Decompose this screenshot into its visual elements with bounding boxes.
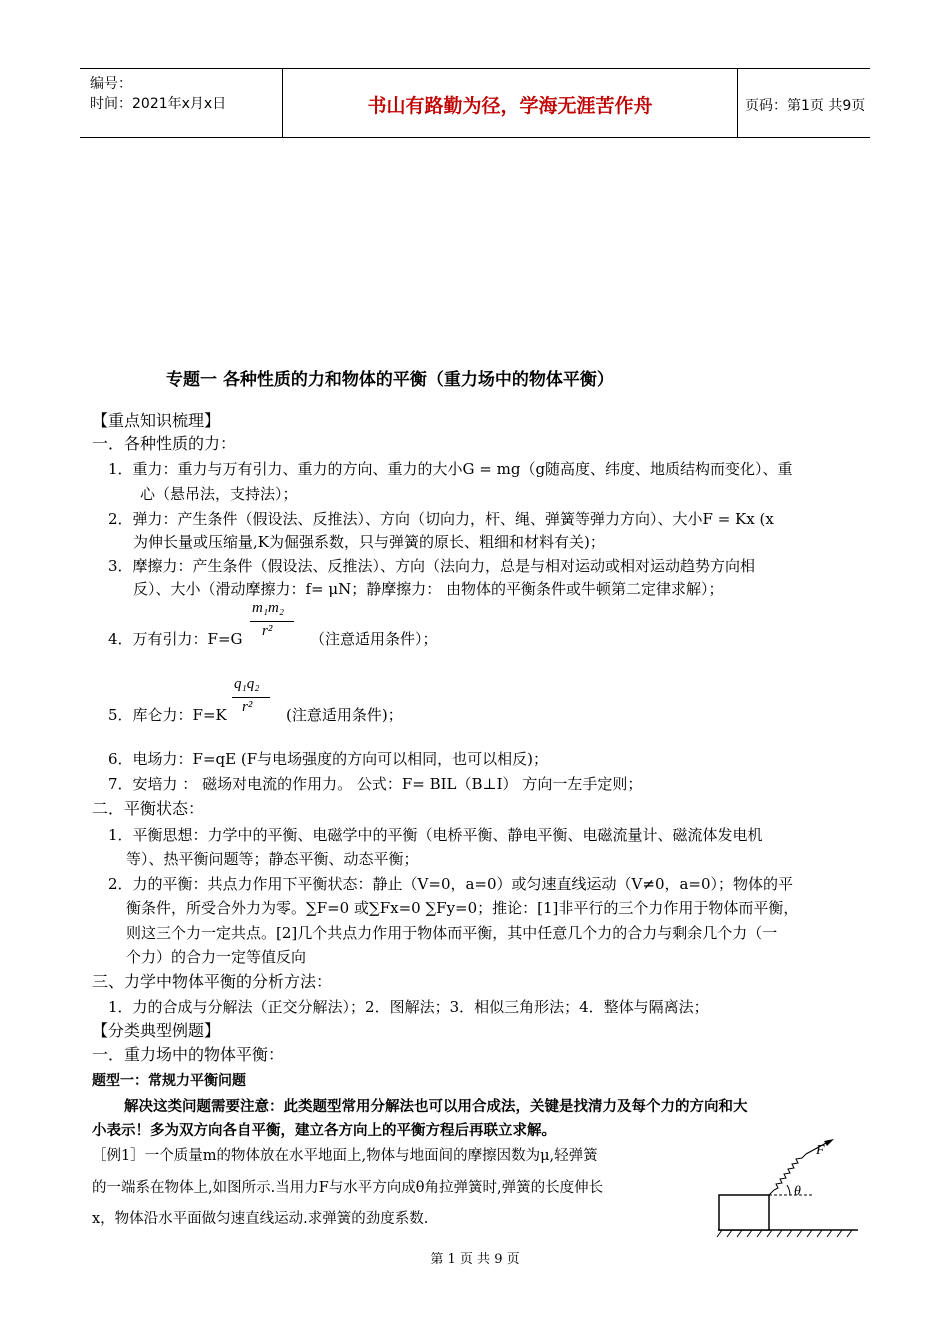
fraction-numerator: q₁q₂ bbox=[234, 676, 260, 692]
section2-item1-line2: 等）、热平衡问题等；静态平衡、动态平衡； bbox=[126, 850, 419, 868]
fraction-numerator: m₁m₂ bbox=[252, 600, 285, 616]
header-right-cell bbox=[737, 69, 870, 137]
fraction-bar bbox=[250, 621, 294, 622]
force-label: F bbox=[816, 1143, 825, 1158]
method-note-line1: 解决这类问题需要注意：此类题型常用分解法也可以用合成法，关键是找清力及每个力的方向和大 bbox=[124, 1099, 748, 1115]
section1-item4-note: （注意适用条件）； bbox=[310, 630, 438, 648]
section1-item7: 7．安培力 ： 磁场对电流的作用力。 公式：F= BIL（B⊥I） 方向一左手定则； bbox=[108, 775, 643, 793]
example1-line2: 的一端系在物体上,如图所示.当用力F与水平方向成θ角拉弹簧时,弹簧的长度伸长 bbox=[92, 1180, 604, 1196]
coulomb-fraction bbox=[232, 676, 270, 718]
example1-line3: x，物体沿水平面做匀速直线运动.求弹簧的劲度系数. bbox=[92, 1211, 429, 1227]
section1-item3-line2: 反）、大小（滑动摩擦力：f= μN；静摩擦力： 由物体的平衡条件或牛顿第二定律求解）； bbox=[133, 580, 724, 598]
section1-item1-line1: 1．重力：重力与万有引力、重力的方向、重力的大小G = mg（g随高度、纬度、地质结构而变化）、重 bbox=[108, 460, 793, 478]
section2-item2-line2: 衡条件，所受合外力为零。∑F=0 或∑Fx=0 ∑Fy=0；推论：[1]非平行的三个力作用于物体而平衡， bbox=[126, 899, 799, 917]
section2-item2-line3: 则这三个力一定共点。[2]几个共点力作用于物体而平衡，其中任意几个力的合力与剩余几个力（一 bbox=[126, 924, 778, 942]
page-label: 页码：第1页 共9页 bbox=[745, 98, 866, 114]
ground-hatching bbox=[717, 1230, 852, 1237]
section1-heading: 一．各种性质的力： bbox=[92, 434, 237, 453]
block bbox=[719, 1195, 769, 1230]
fraction-denominator: r² bbox=[262, 623, 273, 639]
fraction-bar bbox=[232, 697, 270, 698]
date-label: 时间：2021年x月x日 bbox=[90, 96, 227, 112]
section4-heading: 一．重力场中的物体平衡： bbox=[92, 1045, 285, 1064]
section1-item2-line2: 为伸长量或压缩量,K为倔强系数，只与弹簧的原长、粗细和材料有关)； bbox=[133, 533, 605, 551]
section1-item6: 6．电场力：F=qE (F与电场强度的方向可以相同，也可以相反)； bbox=[108, 750, 548, 768]
section1-item4: 4．万有引力：F=G bbox=[108, 630, 243, 648]
method-note-line2: 小表示！多为双方向各自平衡，建立各方向上的平衡方程后再联立求解。 bbox=[92, 1123, 556, 1139]
header-motto-cell bbox=[282, 69, 738, 137]
section1-item3-line1: 3．摩擦力：产生条件（假设法、反推法）、方向（法向力，总是与相对运动或相对运动趋势方向相 bbox=[108, 557, 756, 575]
page-header bbox=[80, 68, 870, 138]
force-arrow-head bbox=[824, 1139, 834, 1146]
section2-item1-line1: 1．平衡思想：力学中的平衡、电磁学中的平衡（电桥平衡、静电平衡、电磁流量计、磁流体发电机 bbox=[108, 826, 763, 844]
angle-label: θ bbox=[794, 1184, 801, 1199]
examples-heading: 【分类典型例题】 bbox=[92, 1021, 221, 1040]
motto-text: 书山有路勤为径，学海无涯苦作舟 bbox=[367, 95, 653, 117]
knowledge-heading: 【重点知识梳理】 bbox=[92, 411, 221, 430]
section1-item5-note: (注意适用条件)； bbox=[286, 706, 403, 724]
section2-heading: 二．平衡状态： bbox=[92, 799, 205, 818]
section1-item1-line2: 心（悬吊法，支持法）； bbox=[140, 485, 298, 503]
section3-heading: 三、力学中物体平衡的分析方法： bbox=[92, 972, 333, 991]
document-title: 专题一 各种性质的力和物体的平衡（重力场中的物体平衡） bbox=[166, 370, 614, 390]
angle-arc bbox=[787, 1185, 790, 1195]
page-footer: 第 1 页 共 9 页 bbox=[430, 1252, 520, 1267]
section2-item2-line1: 2．力的平衡：共点力作用下平衡状态：静止（V=0，a=0）或匀速直线运动（V≠0，a=0）；物体的平 bbox=[108, 875, 794, 893]
section1-item2-line1: 2．弹力：产生条件（假设法、反推法）、方向（切向力，杆、绳、弹簧等弹力方向）、大小F = Kx (x bbox=[108, 510, 774, 528]
section2-item2-line4: 个力）的合力一定等值反向 bbox=[126, 948, 307, 966]
section3-item1: 1．力的合成与分解法（正交分解法）；2．图解法；3．相似三角形法；4．整体与隔离法； bbox=[108, 998, 709, 1016]
question-type-title: 题型一：常规力平衡问题 bbox=[92, 1073, 246, 1089]
fraction-denominator: r² bbox=[242, 699, 253, 715]
section1-item5: 5．库仑力：F=K bbox=[108, 706, 227, 724]
gravitation-fraction bbox=[250, 600, 294, 642]
example1-line1: ［例1］一个质量m的物体放在水平地面上,物体与地面间的摩擦因数为μ,轻弹簧 bbox=[92, 1148, 598, 1164]
header-left-cell bbox=[80, 69, 282, 137]
number-label: 编号： bbox=[90, 76, 132, 92]
spring-block-figure bbox=[712, 1138, 862, 1238]
